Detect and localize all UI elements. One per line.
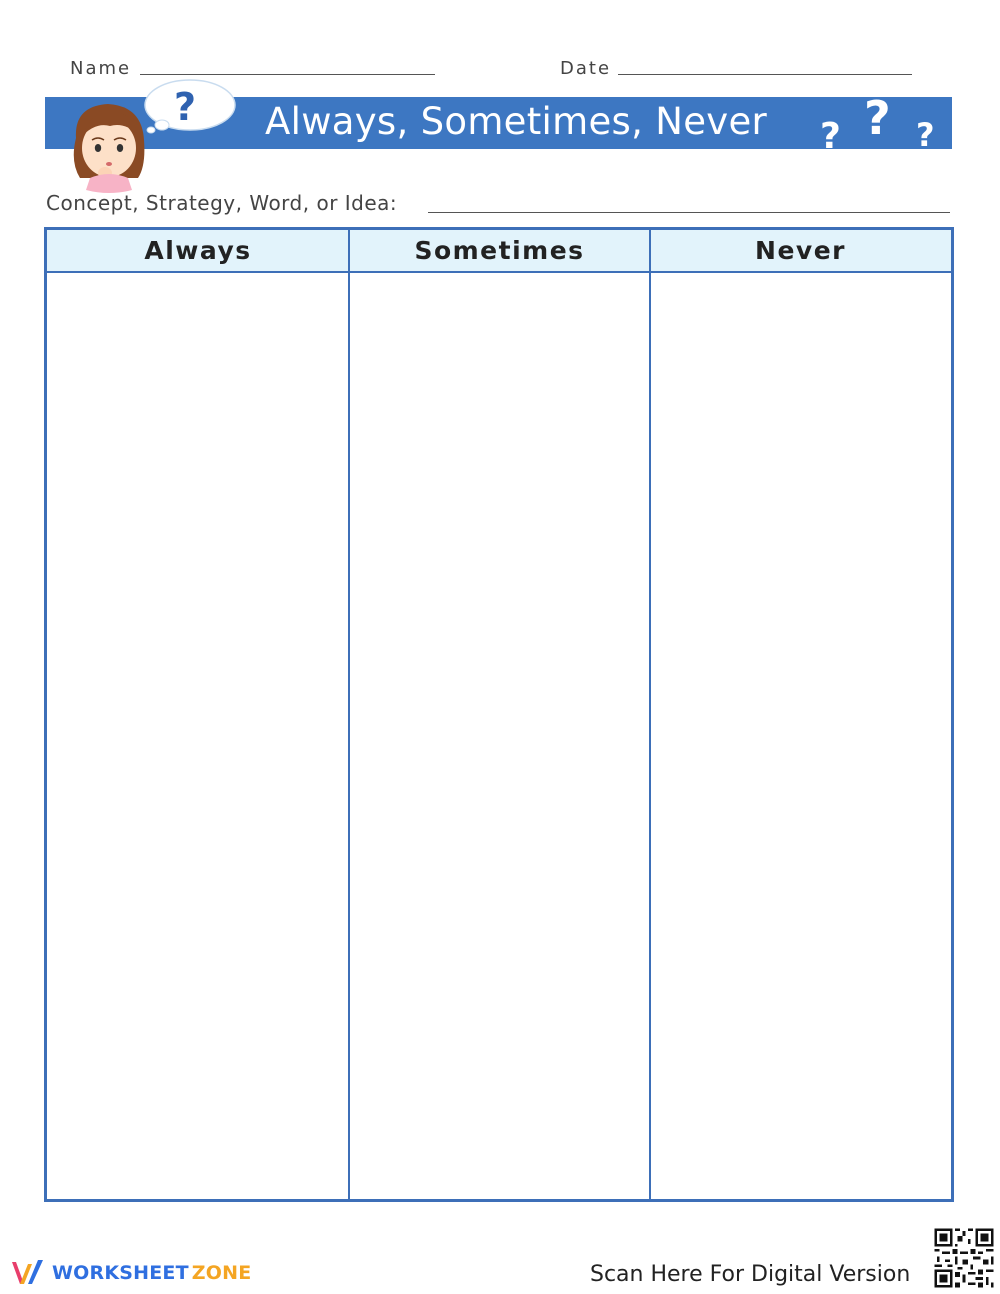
column-header-never bbox=[650, 230, 951, 273]
date-label: Date bbox=[560, 58, 612, 79]
page-title: Always, Sometimes, Never bbox=[265, 100, 768, 143]
worksheet-zone-brand[interactable] bbox=[10, 1258, 251, 1288]
date-line[interactable] bbox=[618, 74, 912, 75]
svg-text:?: ? bbox=[820, 116, 841, 154]
column-header-always bbox=[47, 230, 349, 273]
column-header-sometimes bbox=[349, 230, 650, 273]
writing-area-always[interactable] bbox=[47, 273, 348, 1199]
svg-text:?: ? bbox=[174, 85, 197, 129]
column-header-label: Never bbox=[755, 236, 846, 265]
brand-name-part2: ZONE bbox=[191, 1262, 252, 1284]
svg-text:?: ? bbox=[916, 116, 935, 154]
concept-line[interactable] bbox=[428, 212, 950, 213]
name-label: Name bbox=[70, 58, 132, 79]
thought-bubble-icon bbox=[145, 80, 235, 133]
column-header-label: Sometimes bbox=[414, 236, 585, 265]
concept-label: Concept, Strategy, Word, or Idea: bbox=[46, 191, 398, 215]
svg-text:?: ? bbox=[864, 91, 891, 145]
writing-area-sometimes[interactable] bbox=[350, 273, 649, 1199]
worksheet-zone-logo-icon bbox=[10, 1258, 48, 1288]
qr-code-icon[interactable] bbox=[932, 1226, 996, 1290]
girl-thinking-icon bbox=[62, 78, 242, 196]
column-header-label: Always bbox=[144, 236, 252, 265]
scan-instruction: Scan Here For Digital Version bbox=[590, 1262, 911, 1287]
always-sometimes-never-table bbox=[44, 227, 954, 1202]
name-line[interactable] bbox=[140, 74, 435, 75]
writing-area-never[interactable] bbox=[651, 273, 951, 1199]
question-marks-icon bbox=[812, 86, 952, 154]
brand-name-part1: WORKSHEET bbox=[52, 1262, 189, 1284]
